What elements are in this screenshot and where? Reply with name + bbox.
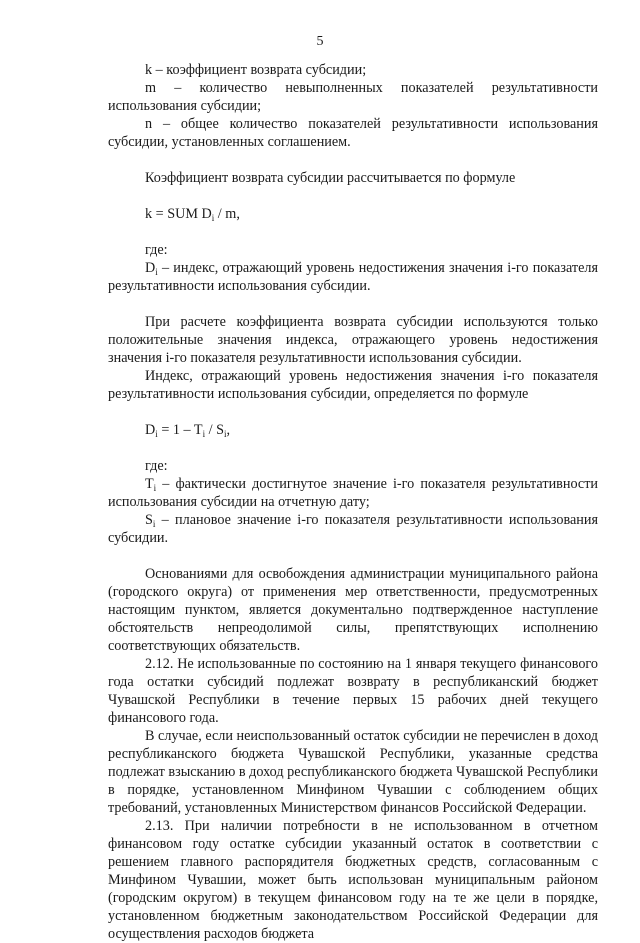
formula-k: k = SUM $D_i$ / m,	[145, 206, 240, 223]
paragraph-positive-values: При расчете коэффициента возврата субсидии используются только положительные значения индекса, отражающего уровень недостижения значения i-го показателя результативности использования субсидии.	[108, 314, 598, 366]
legend-n: n – общее количество показателей результативности использования субсидии, установленных соглашением.	[108, 116, 598, 150]
where-label-2: где:	[145, 458, 168, 474]
where-label-1: где:	[145, 242, 168, 258]
definition-t: $T_i$ – фактически достигнутое значение i-го показателя результативности использования субсидии на отчетную дату;	[108, 476, 598, 510]
paragraph-index-definition: Индекс, отражающий уровень недостижения значения i-го показателя результативности использования субсидии, определяется по формуле	[108, 368, 598, 402]
document-body	[108, 61, 598, 943]
legend-m: m – количество невыполненных показателей результативности использования субсидии;	[108, 80, 598, 114]
definition-s: $S_i$ – плановое значение i-го показателя результативности использования субсидии.	[108, 512, 598, 546]
paragraph-2-12: 2.12. Не использованные по состоянию на 1 января текущего финансового года остатки субсидий подлежат возврату в республиканский бюджет Чувашской Республики в течение первых 15 рабочих дней текущего финансового года.	[108, 656, 598, 726]
paragraph-2-13: 2.13. При наличии потребности в не использованном в отчетном финансовом году остатке субсидии указанный остаток в соответствии с решением главного распорядителя бюджетных средств, согласованным с Минфином Чувашии, может быть использован муниципальным районом (городским округом) в текущем финансовом году на те же цели в порядке, установленном бюджетным законодательством Российской Федерации для осуществления расходов бюджета	[108, 818, 598, 942]
formula-k-intro: Коэффициент возврата субсидии рассчитывается по формуле	[145, 170, 516, 186]
legend-k: k – коэффициент возврата субсидии;	[145, 62, 367, 78]
definition-d: $D_i$ – индекс, отражающий уровень недостижения значения i-го показателя результативности использования субсидии.	[108, 260, 598, 294]
paragraph-not-transferred: В случае, если неиспользованный остаток субсидии не перечислен в доход республиканского бюджета Чувашской Республики, указанные средства подлежат взысканию в доход республиканского бюджета Чувашской Республики в порядке, установленном Минфином Чувашии с соблюдением общих требований, установленных Министерством финансов Российской Федерации.	[108, 728, 598, 816]
formula-d: $D_i = 1 - T_i / S_i$,	[145, 422, 231, 439]
paragraph-grounds: Основаниями для освобождения администрации муниципального района (городского округа) от применения мер ответственности, предусмотренных настоящим пунктом, является документально подтвержденное наступление обстоятельств непреодолимой силы, препятствующих исполнению соответствующих обязательств.	[108, 566, 598, 654]
page-number: 5	[316, 34, 324, 49]
